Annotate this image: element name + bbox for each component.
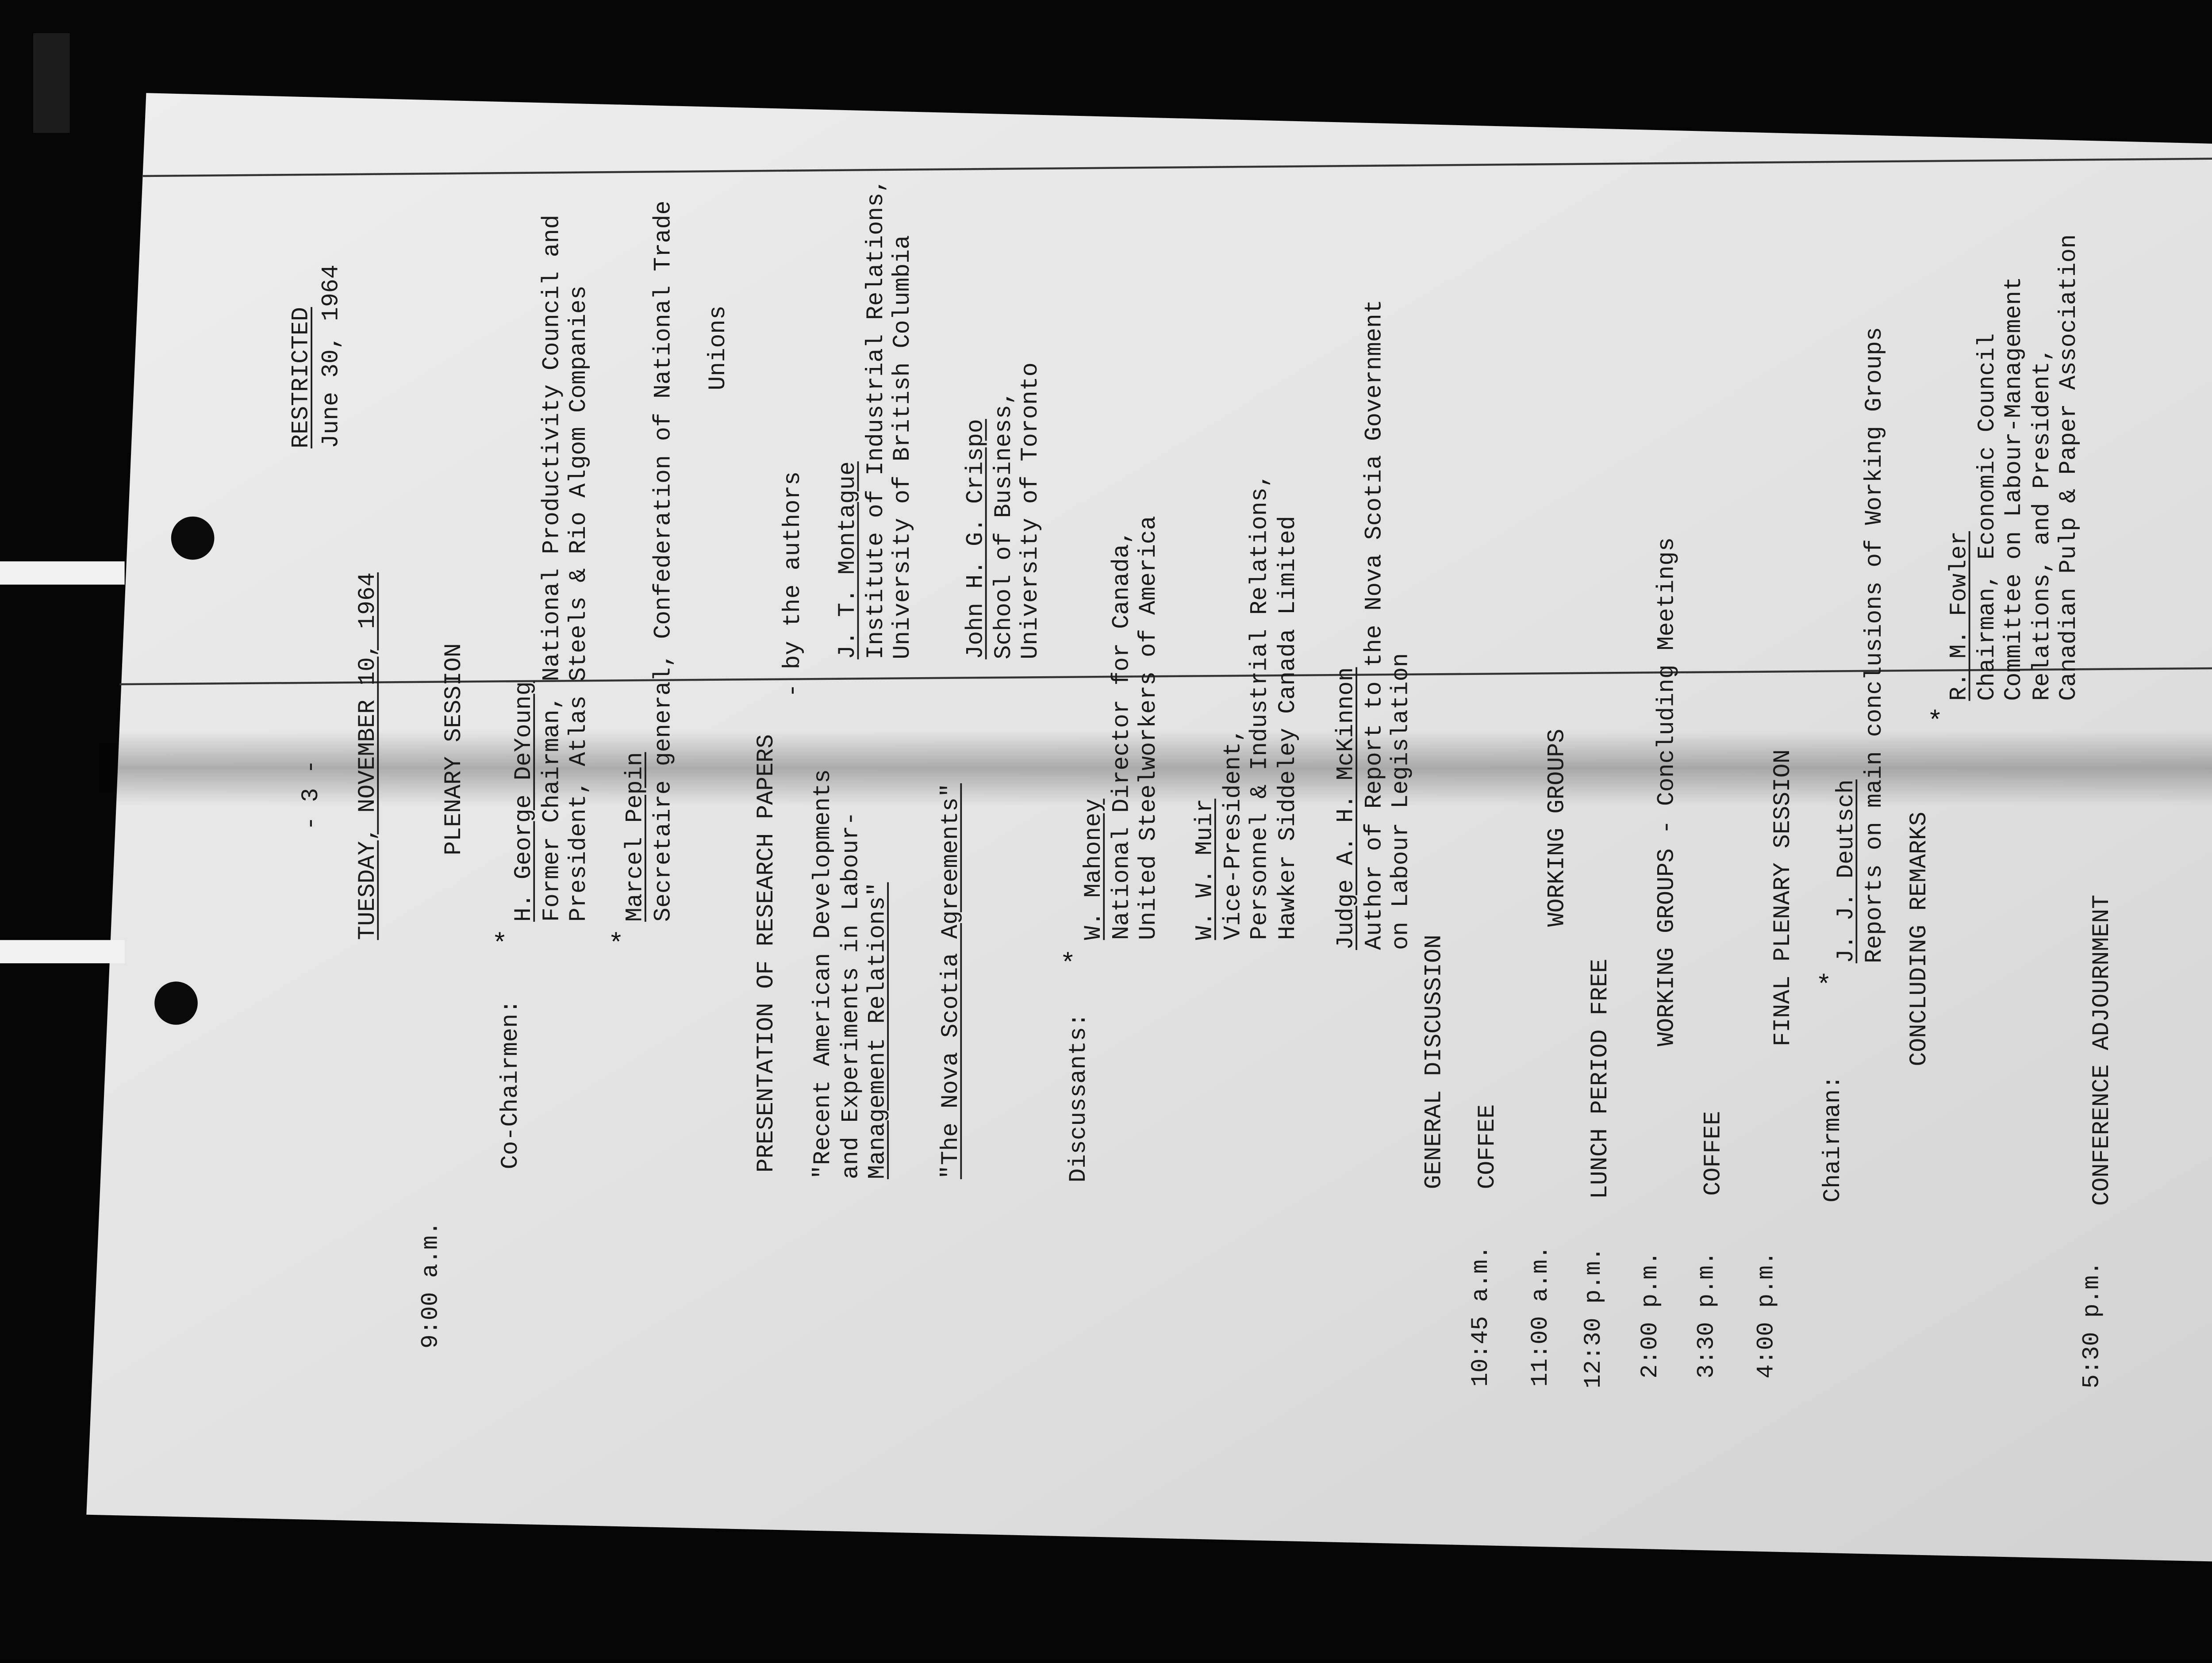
working-groups: WORKING GROUPS: [1545, 728, 1572, 927]
final-plenary-session: FINAL PLENARY SESSION: [1770, 749, 1798, 1046]
co-chairmen-label: Co-Chairmen:: [498, 999, 525, 1169]
time-0900: 9:00 a.m.: [419, 1221, 445, 1349]
discussant-muir: W. W. Muir Vice-President, Personnel & Industrial Relations, Hawker Siddeley Canada Limited: [1193, 473, 1302, 940]
paper-title-american: "Recent American Developments and Experiments in Labour- Management Relations": [810, 769, 893, 1180]
discussants-label: Discussants:: [1066, 1012, 1093, 1183]
author-montague: J. T. Montague Institute of Industrial Relations, University of British Columbia: [835, 178, 918, 659]
concluding-remarks: CONCLUDING REMARKS: [1907, 812, 1934, 1066]
speaker-fowler: R. M. Fowler Chairman, Economic Council Committee on Labour-Management Relations, and President, Canadian Pulp & Paper Association: [1947, 234, 2084, 701]
chairman-label: Chairman:: [1820, 1075, 1847, 1203]
page-number: - 3 -: [299, 759, 326, 831]
coffee-morning: COFFEE: [1475, 1104, 1502, 1189]
co-chairman-pepin: Marcel Pepin Secretaire general, Confederation of National Trade: [623, 200, 677, 922]
member-asterisk: *: [1927, 707, 1943, 738]
time-1730: 5:30 p.m.: [2080, 1261, 2107, 1389]
discussant-mahoney: W. Mahoney National Director for Canada, United Steelworkers of America: [1081, 516, 1164, 940]
classification-label: RESTRICTED: [289, 307, 316, 448]
time-1400: 2:00 p.m.: [1638, 1251, 1665, 1379]
coffee-afternoon: COFFEE: [1701, 1111, 1728, 1196]
document-date: June 30, 1964: [319, 264, 346, 448]
working-groups-concluding: WORKING GROUPS - Concluding Meetings: [1655, 537, 1682, 1046]
lunch-period-free: LUNCH PERIOD FREE: [1588, 958, 1615, 1199]
member-asterisk: *: [1816, 971, 1832, 1002]
time-1045: 10:45 a.m.: [1468, 1245, 1495, 1387]
conference-adjournment: CONFERENCE ADJOURNMENT: [2089, 894, 2116, 1206]
member-asterisk: *: [608, 930, 624, 960]
day-heading: TUESDAY, NOVEMBER 10, 1964: [355, 572, 382, 940]
time-1100: 11:00 a.m.: [1528, 1245, 1555, 1387]
general-discussion: GENERAL DISCUSSION: [1422, 935, 1449, 1189]
time-1230: 12:30 p.m.: [1581, 1247, 1608, 1389]
member-asterisk: *: [492, 930, 508, 960]
member-asterisk: *: [1060, 950, 1076, 980]
co-chairman-deyoung: H. George DeYoung Former Chairman, National Productivity Council and President, Atlas Steels & Rio Algom Companies: [511, 215, 594, 922]
time-1600: 4:00 p.m.: [1754, 1251, 1781, 1379]
time-1530: 3:30 p.m.: [1694, 1251, 1721, 1379]
research-papers-title: PRESENTATION OF RESEARCH PAPERS: [754, 734, 781, 1173]
chairman-deutsch: J. J. Deutsch Reports on main conclusions of Working Groups: [1834, 327, 1889, 963]
plenary-session-title: PLENARY SESSION: [442, 643, 469, 855]
unions-continuation: Unions: [706, 305, 733, 391]
paper-title-nova-scotia: "The Nova Scotia Agreements": [938, 783, 965, 1180]
discussant-mckinnon: Judge A. H. McKinnon Author of Report to the Nova Scotia Government on Labour Legislation: [1334, 299, 1416, 950]
author-crispo: John H. G. Crispo School of Business, University of Toronto: [963, 362, 1045, 659]
by-the-authors: - by the authors: [780, 471, 807, 698]
